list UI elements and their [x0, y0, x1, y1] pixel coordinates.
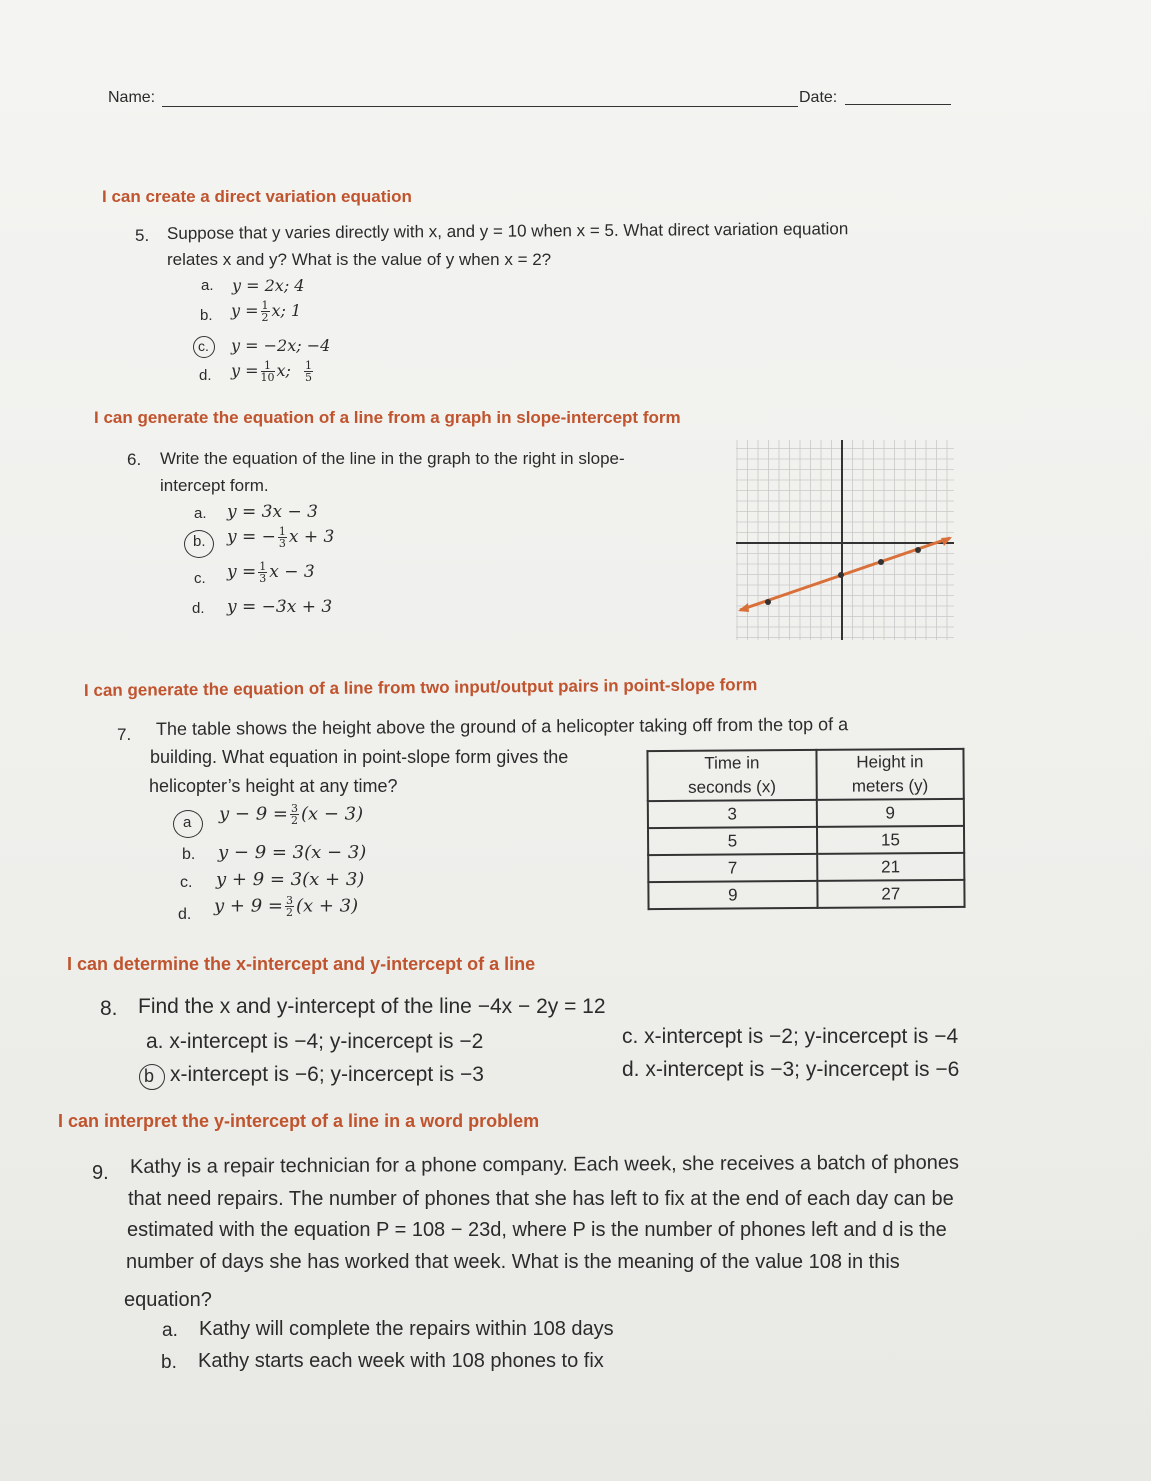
q7-option-d-label: d. [178, 906, 192, 923]
q9-option-a-label: a. [162, 1320, 178, 1341]
arrow-left-icon [738, 603, 749, 612]
section-heading-intercepts: I can determine the x-intercept and y-intercept of a line [67, 954, 536, 974]
q7-option-d: y + 9 = $\frac{3}{2}$ (x + 3) [214, 894, 359, 919]
coordinate-graph [736, 440, 954, 640]
table-cell: 3 [648, 800, 817, 828]
graph-point [838, 572, 844, 578]
q9-number: 9. [92, 1162, 109, 1184]
table-cell: 15 [817, 826, 965, 854]
table-row [648, 799, 964, 828]
q6-number: 6. [127, 450, 142, 469]
table-cell: 21 [817, 853, 965, 881]
q8-option-b-label: b [144, 1066, 155, 1086]
q5-option-b-label: b. [200, 307, 213, 324]
q5-option-a: y = 2x; 4 [232, 276, 305, 295]
q5-option-a-label: a. [201, 277, 214, 294]
q6-option-c: y = $\frac{1}{3}$ x − 3 [227, 560, 315, 585]
q7-option-a: y − 9 = $\frac{3}{2}$ (x − 3) [219, 802, 364, 827]
table-cell: 7 [648, 854, 817, 882]
q7-option-c-label: c. [180, 874, 193, 891]
q5-option-c-label: c. [198, 338, 209, 354]
q8-option-a: a. x-intercept is −4; y-incercept is −2 [146, 1030, 484, 1053]
table-header-time: Time in seconds (x) [647, 750, 816, 801]
graph-point [915, 547, 921, 553]
q9-text-line4: number of days she has worked that week. What is the meaning of the value 108 in this [126, 1251, 900, 1273]
name-blank [162, 106, 798, 107]
q7-option-c: y + 9 = 3(x + 3) [216, 869, 365, 890]
q5-option-d: y = $\frac{1}{10}$ x; $\frac{1}{5}$ [231, 359, 313, 384]
table-header-height: Height in meters (y) [816, 749, 964, 800]
q6-option-a: y = 3x − 3 [227, 502, 318, 522]
name-label: Name: [108, 89, 156, 106]
q7-text-line3: helicopter’s height at any time? [149, 776, 398, 796]
section-heading-y-intercept-meaning: I can interpret the y-intercept of a line in a word problem [58, 1111, 540, 1131]
table-cell: 9 [816, 799, 964, 827]
q6-option-b: y = − $\frac{1}{3}$ x + 3 [227, 525, 335, 550]
q9-option-a: Kathy will complete the repairs within 108 days [199, 1318, 614, 1340]
q7-option-a-label: a [183, 814, 192, 831]
q8-option-d: d. x-intercept is −3; y-incercept is −6 [622, 1058, 960, 1081]
q5-text-line1: Suppose that y varies directly with x, and y = 10 when x = 5. What direct variation equation [166, 219, 849, 243]
q9-option-b: Kathy starts each week with 108 phones to fix [198, 1350, 604, 1372]
q9-text-line3: estimated with the equation P = 108 − 23d, where P is the number of phones left and d is the [127, 1219, 947, 1241]
q5-text-line2: relates x and y? What is the value of y when x = 2? [167, 250, 552, 269]
section-heading-point-slope: I can generate the equation of a line from two input/output pairs in point-slope form [83, 675, 758, 700]
q6-option-c-label: c. [194, 570, 206, 587]
q7-text-line1: The table shows the height above the ground of a helicopter taking off from the top of a [155, 714, 849, 739]
q6-option-d-label: d. [192, 600, 205, 617]
q9-text-line5: equation? [124, 1289, 212, 1311]
table-row [648, 853, 964, 882]
graph-point [765, 599, 771, 605]
q5-option-c: y = −2x; −4 [231, 336, 331, 355]
date-blank [845, 104, 951, 105]
graph-point [878, 559, 884, 565]
q7-option-b-label: b. [182, 846, 196, 863]
q9-text-line2: that need repairs. The number of phones that she has left to fix at the end of each day can be [128, 1188, 954, 1210]
section-heading-slope-intercept: I can generate the equation of a line from a graph in slope-intercept form [94, 408, 681, 427]
q6-text-line1: Write the equation of the line in the graph to the right in slope- [160, 449, 625, 468]
table-cell: 9 [648, 881, 817, 909]
q6-option-b-label: b. [193, 533, 206, 550]
q6-option-a-label: a. [194, 505, 207, 522]
table-cell: 5 [648, 827, 817, 855]
q5-option-b: y = $\frac{1}{2}$ x; 1 [231, 299, 302, 324]
arrow-right-icon [941, 537, 952, 546]
table-row [648, 826, 964, 855]
table-cell: 27 [817, 880, 965, 908]
q8-option-c: c. x-intercept is −2; y-incercept is −4 [622, 1025, 959, 1048]
q9-option-b-label: b. [161, 1352, 177, 1373]
q6-option-d: y = −3x + 3 [227, 597, 333, 617]
q7-option-b: y − 9 = 3(x − 3) [218, 842, 367, 863]
q8-number: 8. [100, 997, 118, 1020]
q5-number: 5. [135, 226, 150, 245]
q8-question: Find the x and y-intercept of the line −4x − 2y = 12 [138, 995, 606, 1018]
helicopter-height-table [646, 748, 965, 910]
q7-text-line2: building. What equation in point-slope form gives the [150, 747, 569, 767]
q5-option-d-label: d. [199, 367, 212, 384]
q7-number: 7. [117, 725, 132, 744]
section-heading-direct-variation: I can create a direct variation equation [102, 187, 412, 206]
table-row [648, 880, 964, 909]
q8-option-b: x-intercept is −6; y-incercept is −3 [170, 1063, 484, 1086]
q9-text-line1: Kathy is a repair technician for a phone company. Each week, she receives a batch of phones [129, 1151, 960, 1178]
q6-text-line2: intercept form. [160, 476, 269, 495]
date-label: Date: [799, 89, 838, 106]
